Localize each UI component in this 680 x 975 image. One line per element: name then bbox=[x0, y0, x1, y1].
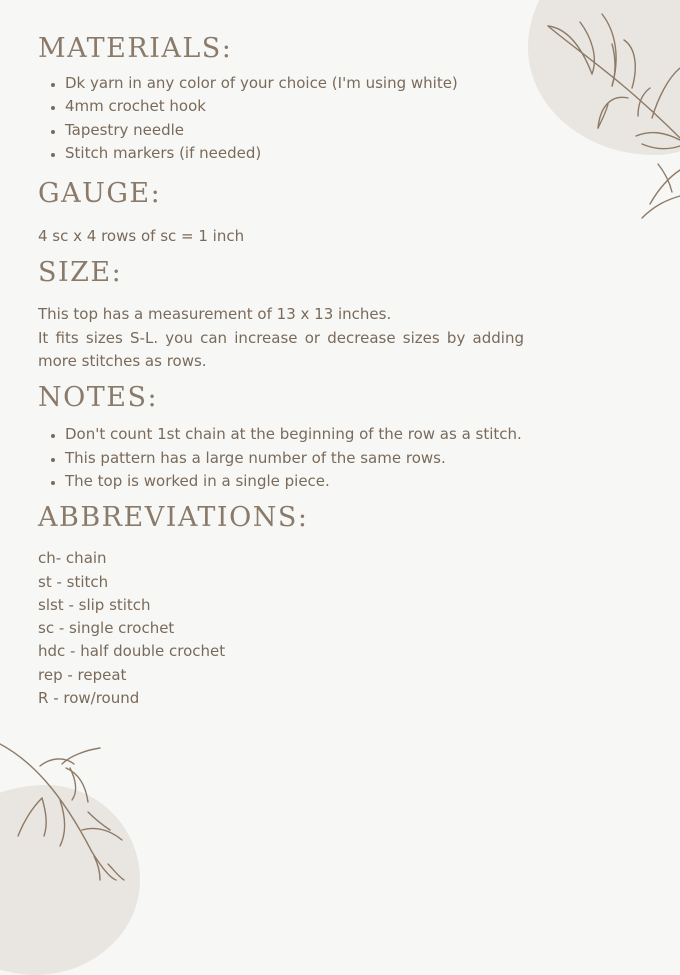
abbreviation-item: R - row/round bbox=[38, 689, 140, 708]
abbreviation-item: slst - slip stitch bbox=[38, 595, 151, 614]
abbreviation-item: hdc - half double crochet bbox=[38, 642, 226, 661]
size-text-line: This top has a measurement of 13 x 13 inches. bbox=[38, 305, 392, 324]
abbreviations-list bbox=[38, 547, 524, 710]
abbreviation-item: st - stitch bbox=[38, 572, 109, 591]
size-heading: SIZE: bbox=[38, 257, 123, 289]
size-text-line: It fits sizes S-L. you can increase or decrease sizes by adding more stitches as rows. bbox=[38, 328, 524, 371]
abbreviations-heading: ABBREVIATIONS: bbox=[38, 502, 309, 534]
list-item: • This pattern has a large number of the same rows. bbox=[65, 447, 524, 470]
size-description bbox=[38, 303, 524, 373]
gauge-text: 4 sc x 4 rows of sc = 1 inch bbox=[38, 227, 245, 246]
leaf-branch-bottom-left-icon bbox=[0, 740, 140, 880]
list-item: • Stitch markers (if needed) bbox=[65, 142, 524, 165]
abbreviation-item: rep - repeat bbox=[38, 665, 127, 684]
abbreviation-item: ch- chain bbox=[38, 549, 107, 568]
list-item: • Dk yarn in any color of your choice (I'm using white) bbox=[65, 72, 524, 95]
list-item: • The top is worked in a single piece. bbox=[65, 470, 524, 493]
notes-list bbox=[38, 423, 524, 493]
materials-list bbox=[38, 72, 524, 165]
list-item: • Don't count 1st chain at the beginning of the row as a stitch. bbox=[65, 423, 524, 446]
leaf-branch-top-right-icon bbox=[540, 8, 680, 223]
abbreviation-item: sc - single crochet bbox=[38, 619, 175, 638]
materials-heading: MATERIALS: bbox=[38, 33, 233, 64]
list-item: • Tapestry needle bbox=[65, 119, 524, 142]
list-item: • 4mm crochet hook bbox=[65, 95, 524, 118]
notes-heading: NOTES: bbox=[38, 382, 159, 414]
pattern-info-content bbox=[38, 30, 524, 710]
gauge-heading: GAUGE: bbox=[38, 178, 162, 210]
